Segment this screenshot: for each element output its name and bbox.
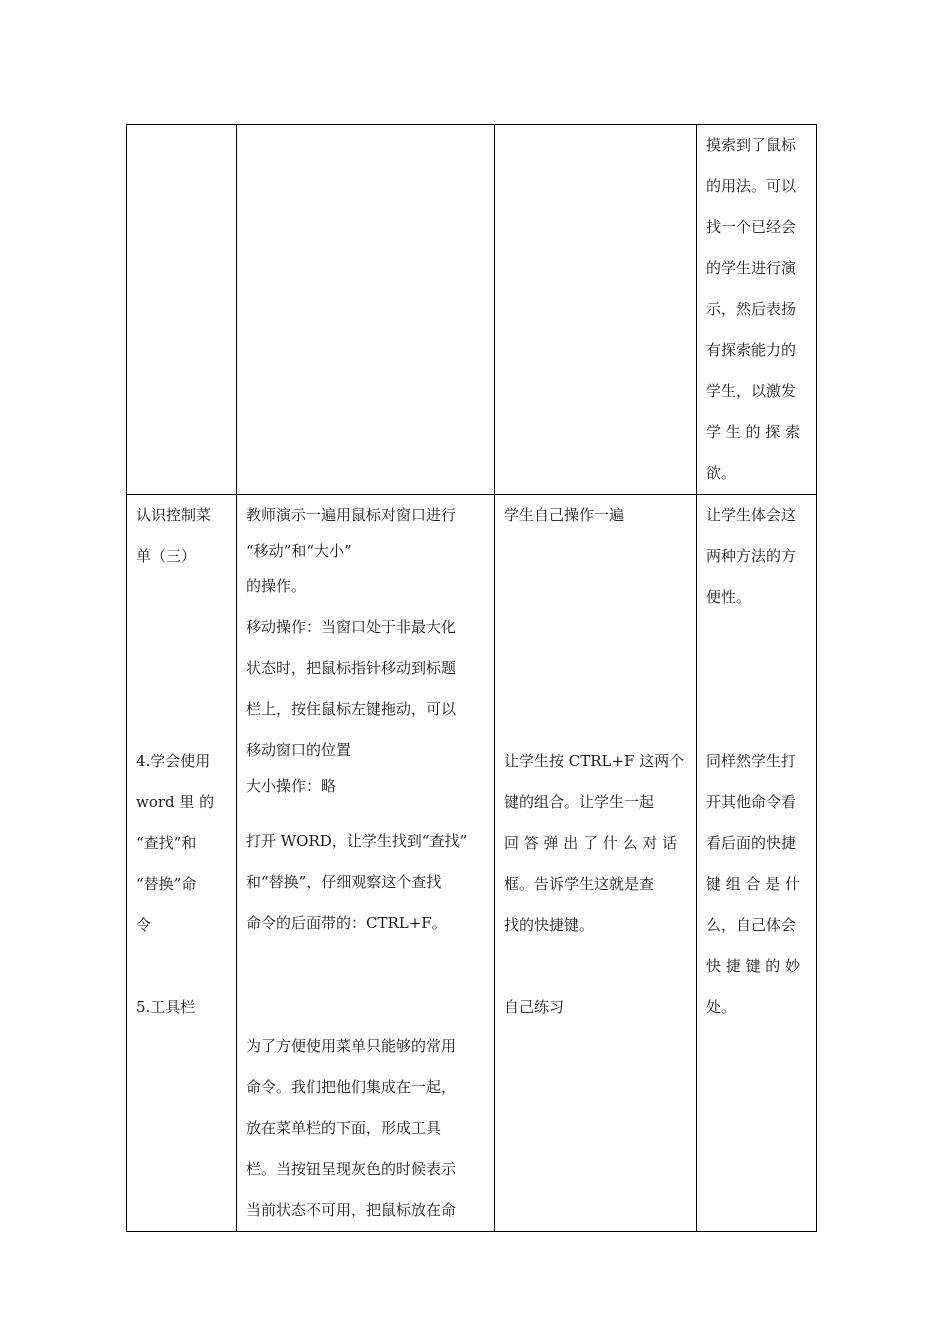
text-line: 学 生 的 探 索 — [706, 423, 801, 441]
text-line: 示，然后表扬 — [706, 300, 797, 318]
text-line: 为了方便使用菜单只能够的常用 — [246, 1037, 457, 1055]
cell-design-intent — [697, 495, 817, 1232]
text-line: 键的组合。让学生一起 — [504, 793, 655, 811]
text-line: 教师演示一遍用鼠标对窗口进行 — [246, 506, 457, 524]
text-line: 和“替换”，仔细观察这个查找 — [246, 873, 442, 891]
text-line: 认识控制菜 — [136, 506, 212, 524]
text-line: 状态时，把鼠标指针移动到标题 — [246, 659, 457, 677]
cell-student-activity — [495, 495, 697, 1232]
text-line: “替换”命 — [136, 875, 197, 893]
text-line: 学生，以激发 — [706, 382, 797, 400]
text-line: “移动”和“大小” — [246, 542, 352, 560]
text-line: 栏。当按钮呈现灰色的时候表示 — [246, 1160, 457, 1178]
text-line: 让学生体会这 — [706, 506, 797, 524]
text-line: 的学生进行演 — [706, 259, 797, 277]
text-line: 的用法。可以 — [706, 177, 797, 195]
text-line: 框。告诉学生这就是查 — [504, 875, 655, 893]
text-line: 栏上，按住鼠标左键拖动，可以 — [246, 700, 457, 718]
text-line: 学生自己操作一遍 — [504, 506, 625, 524]
text-line: 处。 — [706, 998, 737, 1016]
table-row — [127, 125, 817, 495]
text-line: 键 组 合 是 什 — [706, 875, 801, 893]
cell-teacher-activity — [237, 125, 495, 495]
text-line: 回 答 弹 出 了 什 么 对 话 — [504, 834, 678, 852]
text-line: 移动操作：当窗口处于非最大化 — [246, 618, 457, 636]
text-line: 命令的后面带的：CTRL+F。 — [246, 914, 447, 932]
text-line: 两种方法的方 — [706, 547, 797, 565]
text-line: 么，自己体会 — [706, 916, 797, 934]
cell-design-intent — [697, 125, 817, 495]
text-line: 移动窗口的位置 — [246, 741, 352, 759]
text-line: 欲。 — [706, 464, 737, 482]
cell-content — [127, 125, 237, 495]
text-line: 开其他命令看 — [706, 793, 797, 811]
text-line: 找一个已经会 — [706, 218, 797, 236]
text-line: 打开 WORD，让学生找到“查找” — [246, 832, 468, 850]
text-line: 有探索能力的 — [706, 341, 797, 359]
cell-student-activity — [495, 125, 697, 495]
text-line: 的操作。 — [246, 577, 307, 595]
text-line: word 里 的 — [136, 793, 215, 811]
text-line: 命令。我们把他们集成在一起， — [246, 1078, 457, 1096]
cell-teacher-activity — [237, 495, 495, 1232]
text-line: 放在菜单栏的下面，形成工具 — [246, 1119, 442, 1137]
text-line: 便性。 — [706, 588, 752, 606]
text-line: 当前状态不可用，把鼠标放在命 — [246, 1201, 457, 1219]
text-line: 单（三） — [136, 547, 197, 565]
text-line: 找的快捷键。 — [504, 916, 595, 934]
text-line: “查找”和 — [136, 834, 197, 852]
lesson-plan-table — [126, 124, 817, 1232]
text-line: 自己练习 — [504, 998, 565, 1016]
text-line: 令 — [136, 916, 152, 934]
cell-content — [127, 495, 237, 1232]
text-line: 看后面的快捷 — [706, 834, 797, 852]
text-line: 摸索到了鼠标 — [706, 136, 797, 154]
text-line: 大小操作：略 — [246, 777, 337, 795]
table-row — [127, 495, 817, 1232]
text-line: 快 捷 键 的 妙 — [706, 957, 801, 975]
text-line: 5.工具栏 — [136, 998, 196, 1016]
text-line: 让学生按 CTRL+F 这两个 — [504, 752, 685, 770]
text-line: 4.学会使用 — [136, 752, 211, 770]
text-line: 同样然学生打 — [706, 752, 797, 770]
